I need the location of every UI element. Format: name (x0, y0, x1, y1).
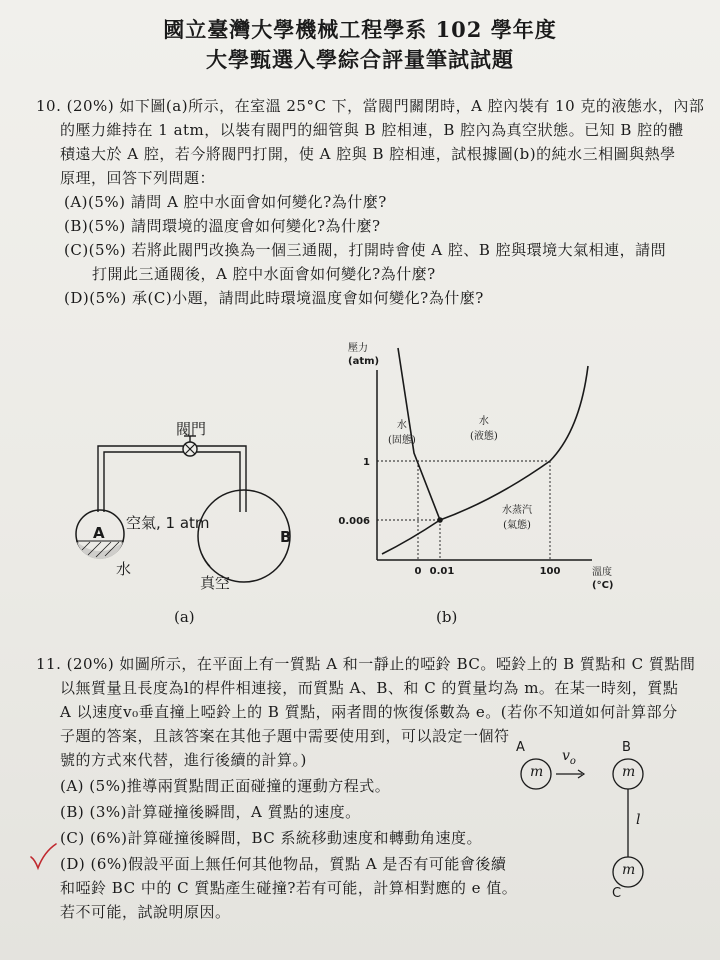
liquid-label-line2: (液態) (470, 431, 498, 442)
label-c: C (612, 886, 622, 901)
exam-title-line2: 大學甄選入學綜合評量筆試試題 (206, 47, 514, 72)
y-tick-0006: 0.006 (338, 516, 370, 527)
vaporization-curve (440, 366, 588, 520)
q10-sub-a: (A)(5%) 請問 A 腔中水面會如何變化?為什麼? (64, 193, 387, 211)
sublimation-curve (382, 520, 440, 554)
q10-sub-c-line2: 打開此三通閥後，A 腔中水面會如何變化?為什麼? (92, 265, 436, 283)
y-axis-label-line1: 壓力 (348, 343, 368, 354)
x-tick-001: 0.01 (429, 566, 455, 577)
q10-sub-b: (B)(5%) 請問環境的溫度會如何變化?為什麼? (64, 217, 381, 235)
q11-sub-a: (A) (5%)推導兩質點間正面碰撞的運動方程式。 (60, 777, 391, 795)
q11-line-5: 號的方式來代替，進行後續的計算。) (60, 751, 307, 769)
q10-line-2: 的壓力維持在 1 atm，以裝有閥門的細管與 B 腔相連，B 腔內為真空狀態。已知 B 腔的體 (60, 121, 684, 139)
q11-sub-d-line3: 若不可能，試說明原因。 (60, 903, 231, 921)
q11-line-2: 以無質量且長度為l的桿件相連接，而質點 A、B、和 C 的質量均為 m。在某一時刻，質點 (60, 679, 679, 697)
velocity-subscript: o (569, 755, 576, 767)
chamber-b-label: B (280, 528, 292, 546)
x-tick-100: 100 (539, 566, 561, 577)
valve-label: 閥門 (176, 420, 207, 438)
solid-label-line2: (固態) (388, 435, 416, 446)
q11-line-4: 子題的答案，且該答案在其他子題中需要使用到，可以設定一個符 (60, 727, 510, 745)
valve-icon (183, 436, 197, 456)
y-axis-label-line2: (atm) (348, 356, 380, 367)
q11-sub-d-line1: (D) (6%)假設平面上無任何其他物品，質點 A 是否有可能會後續 (60, 855, 507, 873)
y-axis-label (348, 342, 379, 368)
q11-line-1: 11. (20%) 如圖所示，在平面上有一質點 A 和一靜止的啞鈴 BC。啞鈴上的 B 質點和 C 質點間 (36, 655, 696, 673)
figure-b-caption: (b) (436, 608, 458, 626)
exam-title-line1: 國立臺灣大學機械工程學系 102 學年度 (163, 17, 557, 42)
q11-sub-c: (C) (6%)計算碰撞後瞬間，BC 系統移動速度和轉動角速度。 (60, 829, 482, 847)
water-label: 水 (116, 560, 132, 578)
q11-sub-d-line2: 和啞鈴 BC 中的 C 質點產生碰撞?若有可能，計算相對應的 e 值。 (60, 879, 518, 897)
chamber-a-label: A (93, 524, 105, 542)
figure-a-caption: (a) (174, 608, 195, 626)
q10-line-1: 10. (20%) 如下圖(a)所示，在室溫 25°C 下，當閥門關閉時，A 腔內裝有 10 克的液態水，內部 (36, 97, 705, 115)
check-mark-icon (28, 842, 58, 872)
mass-label-c: m (622, 862, 636, 878)
q10-sub-c-line1: (C)(5%) 若將此閥門改換為一個三通閥，打開時會使 A 腔、B 腔與環境大氣相連，請問 (64, 241, 667, 259)
q10-sub-d: (D)(5%) 承(C)小題，請問此時環境溫度會如何變化?為什麼? (64, 289, 484, 307)
liquid-label-line1: 水 (478, 416, 489, 427)
vapor-region-label (502, 503, 532, 533)
y-tick-1: 1 (363, 457, 370, 468)
chamber-b (198, 490, 290, 582)
label-a: A (516, 740, 525, 755)
x-axis-label-line2: (°C) (592, 580, 614, 591)
velocity-label (562, 748, 576, 767)
q11-sub-b: (B) (3%)計算碰撞後瞬間，A 質點的速度。 (60, 803, 361, 821)
mass-label-a: m (530, 764, 544, 780)
vapor-label-line1: 水蒸汽 (502, 505, 532, 516)
x-tick-0: 0 (414, 566, 422, 577)
vapor-label-line2: (氣態) (503, 520, 531, 531)
x-axis-label-line1: 溫度 (592, 567, 612, 578)
pipe-inner (104, 452, 240, 512)
air-label: 空氣, 1 atm (126, 514, 210, 532)
x-axis-label (592, 566, 613, 592)
q10-line-4: 原理，回答下列問題： (60, 169, 216, 187)
pipe-outer (98, 446, 246, 512)
triple-point (437, 517, 443, 523)
label-b: B (622, 740, 631, 755)
solid-region-label (388, 418, 416, 448)
solid-label-line1: 水 (396, 420, 407, 431)
q11-line-3: A 以速度v₀垂直撞上啞鈴上的 B 質點，兩者間的恢復係數為 e。(若你不知道如何計算部分 (60, 703, 678, 721)
liquid-region-label (470, 414, 498, 444)
length-label: l (636, 812, 641, 828)
q10-line-3: 積遠大於 A 腔，若今將閥門打開，使 A 腔與 B 腔相連，試根據圖(b)的純水三相圖與熱學 (60, 145, 676, 163)
vacuum-label: 真空 (200, 574, 231, 592)
chamber-b-shade (202, 554, 210, 566)
velocity-symbol: v (562, 748, 570, 764)
mass-label-b: m (622, 764, 636, 780)
